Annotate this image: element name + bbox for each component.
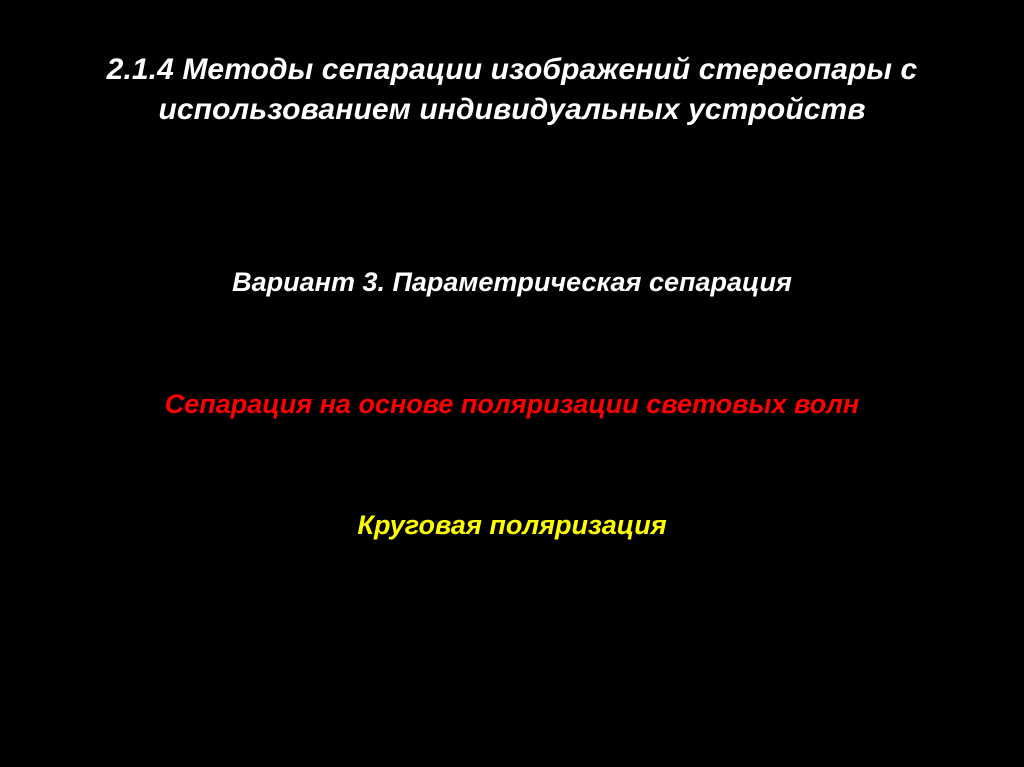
- subtitle-separation-method: Сепарация на основе поляризации световых волн: [164, 389, 860, 419]
- subtitle-variant: Вариант 3. Параметрическая сепарация: [232, 267, 792, 297]
- page-title: 2.1.4 Методы сепарации изображений стереопары с использованием индивидуальных устройств: [106, 53, 918, 126]
- subtitle-circular-polarization: Круговая поляризация: [357, 510, 667, 540]
